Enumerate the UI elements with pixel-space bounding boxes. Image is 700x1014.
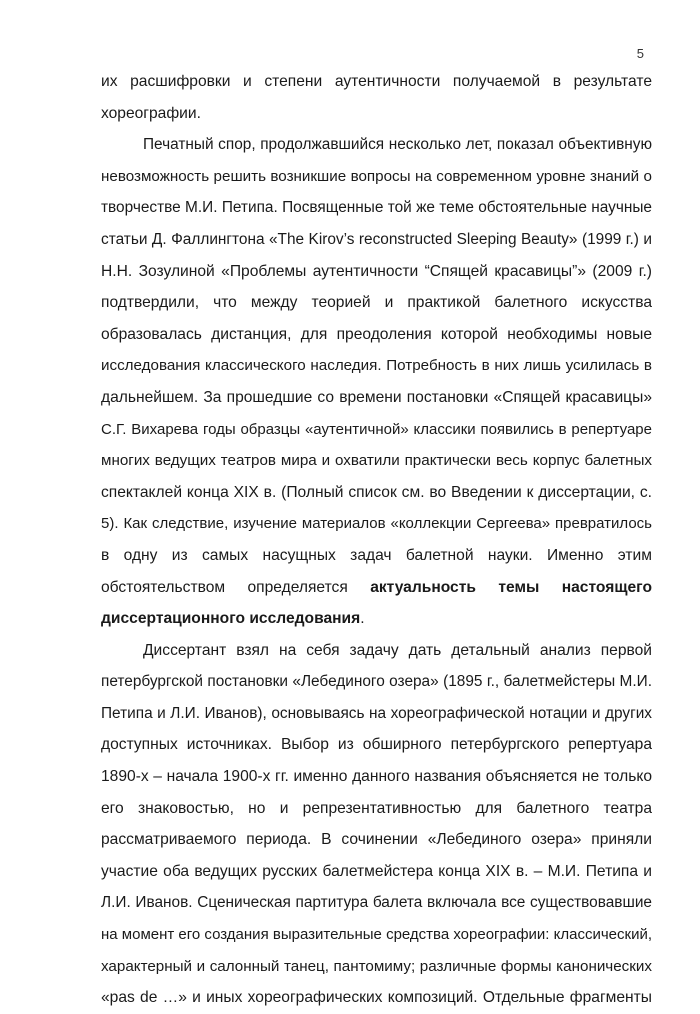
text-line [101,319,652,351]
line-text: участие оба ведущих русских балетмейстера конца XIX в. – М.И. Петипа и [101,862,652,880]
line-text: «pas de …» и иных хореографических композиций. Отдельные фрагменты [101,989,652,1007]
line-text: Н.Н. Зозулиной «Проблемы аутентичности “Спящей красавицы”» (2009 г.) [101,262,652,280]
text-line [101,603,652,635]
text-line [101,445,652,477]
line-text: исследования классического наследия. Потребность в них лишь усилилась в [101,357,652,375]
text-line [101,382,652,414]
text-line [101,508,652,540]
page-number: 5 [636,46,644,61]
line-text: С.Г. Вихарева годы образцы «аутентичной» классики появились в репертуаре [101,420,652,438]
text-line [101,129,652,161]
text-line [101,887,652,919]
line-text: в одну из самых насущных задач балетной науки. Именно этим [101,546,652,564]
line-text: спектаклей конца XIX в. (Полный список см. во Введении к диссертации, с. [101,483,652,501]
line-text: 1890-х – начала 1900-х гг. именно данного названия объясняется не только [101,768,652,786]
text-line [101,729,652,761]
text-line [101,98,652,130]
text-line [101,666,652,698]
text-line [101,951,652,983]
line-text: Печатный спор, продолжавшийся несколько лет, показал объективную [143,136,652,154]
line-text: их расшифровки и степени аутентичности получаемой в результате [101,73,652,90]
text-line [101,919,652,951]
text-line [101,192,652,224]
line-text: невозможность решить возникшие вопросы на современном уровне знаний о [101,167,652,185]
line-text: Диссертант взял на себя задачу дать детальный анализ первой [143,641,652,659]
line-tail: . [360,610,365,628]
text-line [101,982,652,1014]
line-text: статьи Д. Фаллингтона «The Kirov’s reconstructed Sleeping Beauty» (1999 г.) и [101,230,652,248]
line-text: подтвердили, что между теорией и практикой балетного искусства [101,294,652,312]
text-line [101,698,652,730]
line-text: 5). Как следствие, изучение материалов «коллекции Сергеева» превратилось [101,515,652,533]
line-text: образовалась дистанция, для преодоления которой необходимы новые [101,325,652,343]
line-text: петербургской постановки «Лебединого озера» (1895 г., балетмейстеры М.И. [101,673,652,691]
line-text: его знаковостью, но и репрезентативностью для балетного театра [101,799,652,817]
text-line [101,572,652,604]
text-line [101,161,652,193]
text-line [101,761,652,793]
text-line [101,256,652,288]
text-line [101,66,652,98]
line-text: творчестве М.И. Петипа. Посвященные той же теме обстоятельные научные [101,199,652,217]
line-text: Л.И. Иванов. Сценическая партитура балета включала все существовавшие [101,894,652,912]
line-text: хореографии. [101,104,201,122]
line-text: доступных источниках. Выбор из обширного петербургского репертуара [101,736,652,754]
bold-phrase: диссертационного исследования [101,610,361,628]
text-line [101,350,652,382]
line-text: рассматриваемого периода. В сочинении «Лебединого озера» приняли [101,831,652,849]
body-text [101,66,652,1014]
line-text: характерный и салонный танец, пантомиму; различные формы канонических [101,957,652,975]
bold-phrase: актуальность темы настоящего [370,578,652,596]
text-line [101,224,652,256]
text-line [101,793,652,825]
line-text: обстоятельством определяется [101,578,348,596]
text-line [101,287,652,319]
line-text: на момент его создания выразительные средства хореографии: классический, [101,926,652,944]
line-text: многих ведущих театров мира и охватили практически весь корпус балетных [101,452,652,470]
text-line [101,477,652,509]
text-line [101,635,652,667]
line-text: Петипа и Л.И. Иванов), основываясь на хореографической нотации и других [101,704,652,722]
text-line [101,824,652,856]
text-line [101,414,652,446]
text-line [101,540,652,572]
line-text: дальнейшем. За прошедшие со времени постановки «Спящей красавицы» [101,388,652,406]
text-line [101,856,652,888]
